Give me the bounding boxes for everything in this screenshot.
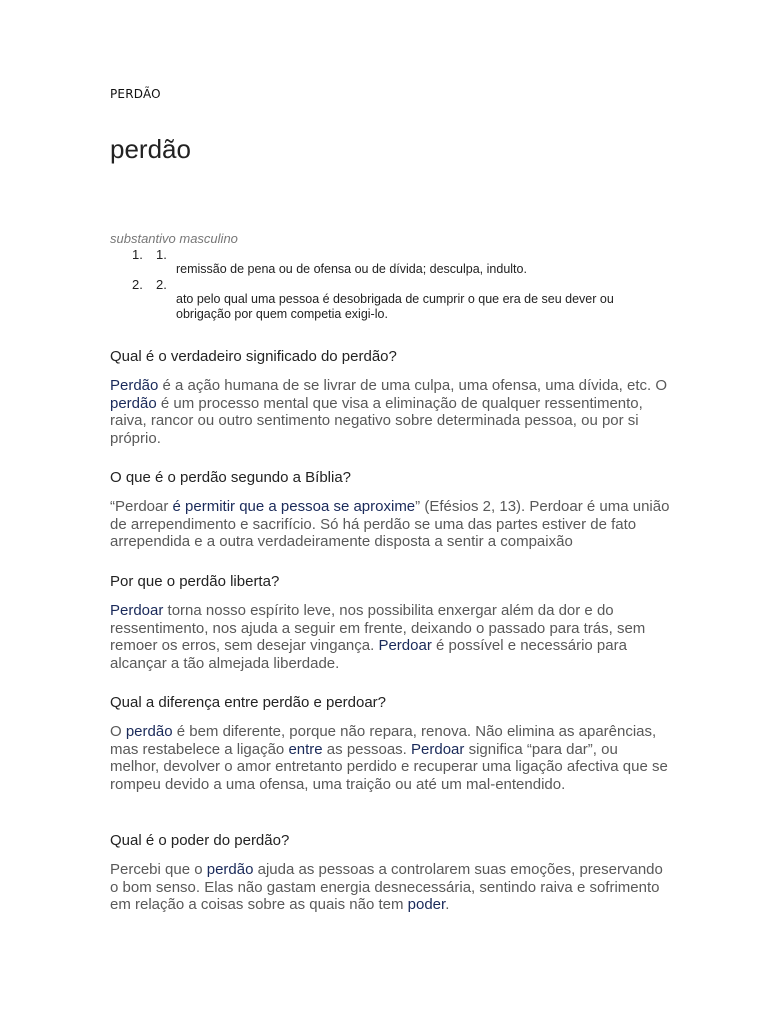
part-of-speech: substantivo masculino	[110, 231, 238, 246]
paragraph-text: é possível e necessário para alcançar a tão almejada liberdade.	[110, 637, 627, 672]
section-question: O que é o perdão segundo a Bíblia?	[110, 469, 352, 486]
paragraph-text: ajuda as pessoas a controlarem suas emoções, preservando o bom senso. Elas não gastam energia desnecessária, sentindo raiva e sofrimento em relação a coisas sobre as quais não tem	[110, 861, 663, 913]
section-poder	[110, 832, 670, 914]
definition-subnumber: 2.	[156, 277, 167, 292]
section-question: Qual é o verdadeiro significado do perdão?	[110, 348, 397, 365]
paragraph-text: é bem diferente, porque não repara, renova. Não elimina as aparências, mas restabelece a ligação	[110, 723, 657, 758]
section-question: Qual é o poder do perdão?	[110, 832, 290, 849]
highlighted-term: Perdão	[110, 377, 159, 394]
paragraph-text: é a ação humana de se livrar de uma culpa, uma ofensa, uma dívida, etc. O	[158, 377, 667, 394]
definition-number: 1.	[132, 247, 143, 262]
section-diferenca	[110, 694, 670, 793]
paragraph-text: é um processo mental que visa a eliminação de qualquer ressentimento, raiva, rancor ou outro sentimento negativo sobre determinada pessoa, ou por si próprio.	[110, 394, 643, 447]
highlighted-term: Perdoar	[411, 740, 465, 758]
section-paragraph	[110, 861, 670, 914]
highlighted-term: Perdoar	[378, 637, 432, 654]
section-paragraph	[110, 377, 670, 447]
section-question: Por que o perdão liberta?	[110, 573, 280, 590]
paragraph-text: .	[445, 896, 450, 913]
paragraph-text: ” (Efésios 2, 13). Perdoar é uma união de arrependimento e sacrifício. Só há perdão se uma das partes estiver de fato arrependida e a outra verdadeiramente disposta a sentir a compaixão	[110, 498, 670, 550]
paragraph-text: as pessoas.	[322, 740, 412, 758]
section-question: Qual a diferença entre perdão e perdoar?	[110, 694, 387, 711]
definition-subnumber: 1.	[156, 247, 167, 262]
section-liberta	[110, 573, 670, 672]
section-paragraph	[110, 602, 670, 672]
section-significado	[110, 348, 670, 447]
paragraph-text: “Perdoar	[110, 498, 173, 515]
definition-text: remissão de pena ou de ofensa ou de dívida; desculpa, indulto.	[176, 262, 527, 276]
highlighted-term: entre	[288, 740, 323, 758]
paragraph-text: O	[110, 723, 126, 740]
definition-list	[110, 247, 670, 322]
definition-item	[110, 277, 670, 322]
highlighted-term: perdão	[206, 861, 254, 878]
highlighted-term: perdão	[110, 394, 157, 412]
highlighted-term: perdão	[125, 723, 173, 740]
highlighted-term: poder	[407, 896, 446, 913]
highlighted-term: é permitir que a pessoa se aproxime	[172, 498, 416, 515]
highlighted-term: Perdoar	[110, 602, 164, 619]
section-paragraph	[110, 498, 670, 551]
header-label: PERDÃO	[110, 87, 161, 101]
definition-item	[110, 247, 670, 277]
definition-text: ato pelo qual uma pessoa é desobrigada de cumprir o que era de seu dever ou obrigação por quem competia exigi-lo.	[176, 292, 614, 321]
paragraph-text: significa “para dar”, ou melhor, devolver o amor entretanto perdido e recuperar uma ligação afectiva que se rompeu devido a uma ofensa, uma traição ou até um mal-entendido.	[110, 740, 668, 793]
paragraph-text: Percebi que o	[110, 861, 207, 878]
definition-number: 2.	[132, 277, 143, 292]
page-title: perdão	[110, 134, 191, 164]
section-biblia	[110, 469, 670, 551]
paragraph-text: torna nosso espírito leve, nos possibilita enxergar além da dor e do ressentimento, nos ajuda a seguir em frente, deixando o passado para trás, sem remoer os erros, sem desejar vingança.	[110, 602, 646, 654]
section-paragraph	[110, 723, 670, 793]
